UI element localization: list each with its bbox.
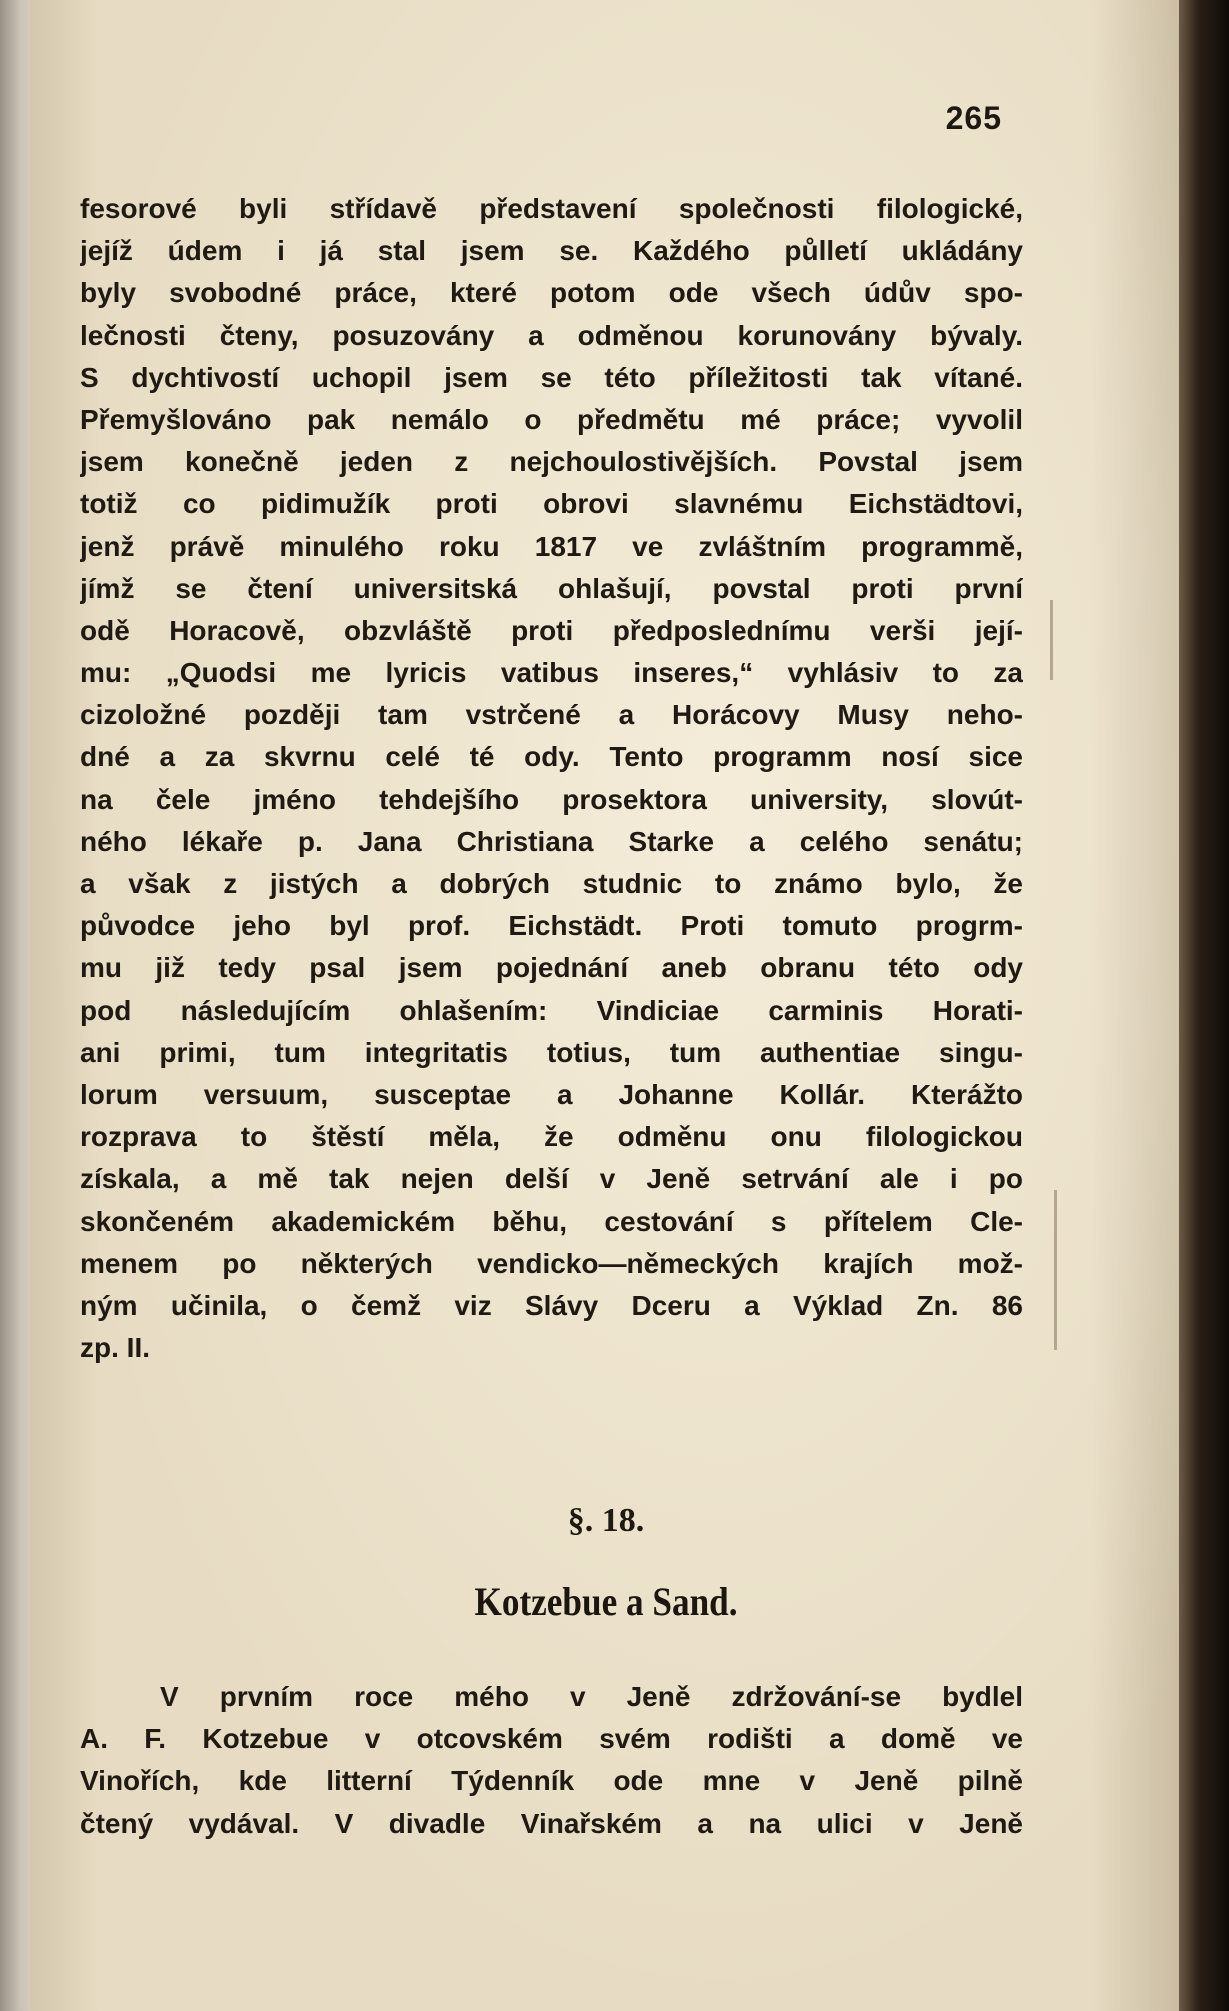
text-line: lorum versuum, susceptae a Johanne Kollár. Kterážto	[80, 1078, 1023, 1110]
text-line: jenž právě minulého roku 1817 ve zvláštním programmě,	[80, 530, 1023, 562]
page-number: 265	[945, 100, 1002, 136]
text-line: cizoložné později tam vstrčené a Horácovy Musy neho-	[80, 699, 1023, 731]
text-line: A. F. Kotzebue v otcovském svém rodišti a domě ve	[80, 1723, 1023, 1755]
text-line: lečnosti čteny, posuzovány a odměnou korunovány bývaly.	[80, 319, 1023, 351]
text-line: jsem konečně jeden z nejchoulostivějších. Povstal jsem	[80, 446, 1023, 478]
text-line: jímž se čtení universitská ohlašují, povstal proti první	[80, 572, 1023, 604]
section-number: §. 18.	[567, 1502, 645, 1539]
text-line: pod následujícím ohlašením: Vindiciae carminis Horati-	[80, 994, 1023, 1026]
text-line: ným učinila, o čemž viz Slávy Dceru a Výklad Zn. 86	[80, 1289, 1023, 1321]
text-line: skončeném akademickém běhu, cestování s přítelem Cle-	[80, 1205, 1023, 1237]
text-line: dné a za skvrnu celé té ody. Tento programm nosí sice	[80, 741, 1023, 773]
text-line: mu: „Quodsi me lyricis vatibus inseres,“ vyhlásiv to za	[80, 657, 1023, 689]
text-line: a však z jistých a dobrých studnic to známo bylo, že	[80, 868, 1023, 899]
text-line: mu již tedy psal jsem pojednání aneb obranu této ody	[80, 952, 1023, 984]
text-line: získala, a mě tak nejen delší v Jeně setrvání ale i po	[80, 1163, 1023, 1195]
margin-mark	[1054, 1190, 1057, 1350]
text-line: S dychtivostí uchopil jsem se této příležitosti tak vítané.	[80, 361, 1023, 393]
text-line: čtený vydával. V divadle Vinařském a na ulici v Jeně	[80, 1807, 1023, 1839]
text-line: původce jeho byl prof. Eichstädt. Proti tomuto progrm-	[80, 910, 1023, 942]
text-line: ného lékaře p. Jana Christiana Starke a celého senátu;	[80, 825, 1023, 857]
text-line: V prvním roce mého v Jeně zdržování-se bydlel	[160, 1681, 1023, 1712]
text-line: rozprava to štěstí měla, že odměnu onu filologickou	[80, 1121, 1023, 1153]
text-line: ani primi, tum integritatis totius, tum authentiae singu-	[80, 1036, 1023, 1068]
text-line: Přemyšlováno pak nemálo o předmětu mé práce; vyvolil	[80, 403, 1023, 435]
text-line: totiž co pidimužík proti obrovi slavnému Eichstädtovi,	[80, 488, 1023, 520]
main-paragraph	[80, 188, 1023, 1369]
margin-mark	[1050, 600, 1053, 680]
text-line: jejíž údem i já stal jsem se. Každého půlletí ukládány	[80, 235, 1023, 267]
book-edge-shadow	[1179, 0, 1229, 2011]
text-line: byly svobodné práce, které potom ode všech údův spo-	[80, 277, 1023, 309]
text-line: menem po některých vendicko—německých krajích mož-	[80, 1247, 1023, 1279]
text-line: fesorové byli střídavě představení společnosti filologické,	[80, 193, 1023, 224]
text-line: Vinořích, kde litterní Týdenník ode mne v Jeně pilně	[80, 1765, 1023, 1797]
text-line: odě Horacově, obzvláště proti předposlednímu verši její-	[80, 614, 1023, 646]
section-title: Kotzebue a Sand.	[474, 1579, 738, 1624]
text-line: na čele jméno tehdejšího prosektora university, slovút-	[80, 783, 1023, 815]
book-page	[30, 0, 1182, 2011]
second-paragraph	[80, 1676, 1023, 1845]
text-line: zp. II.	[80, 1332, 150, 1364]
